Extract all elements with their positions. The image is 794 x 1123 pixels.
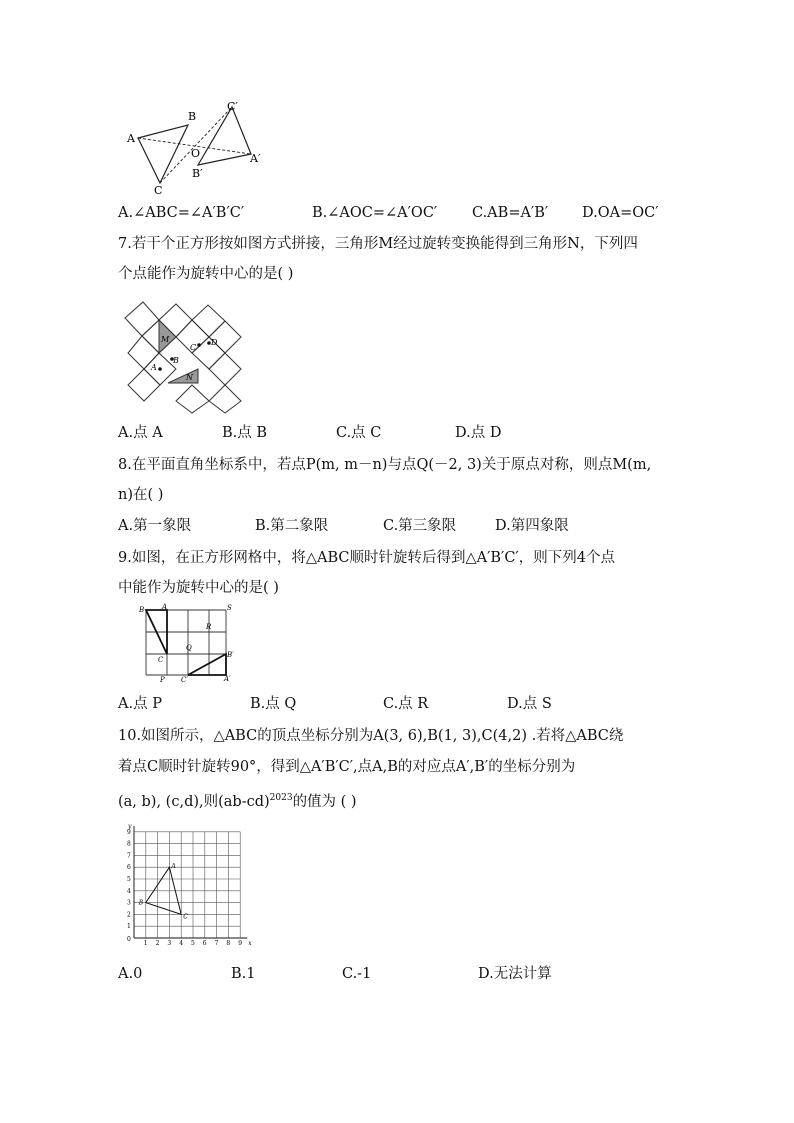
y-tick-label: 3 [127, 899, 131, 907]
q10-coordinate-figure [120, 822, 250, 947]
q10-text-line3-post: 的值为 ( ) [292, 793, 357, 810]
origin-label: 0 [127, 936, 131, 943]
point-c [197, 343, 201, 347]
q10-text-line3-pre: (a, b), (c,d),则(ab-cd) [118, 793, 270, 810]
label-o: O [191, 147, 201, 160]
y-tick-label: 5 [127, 876, 131, 883]
point-a [158, 367, 162, 371]
q7-option-d: D.点 D [455, 425, 502, 441]
x-tick-label: 4 [179, 940, 184, 947]
x-tick-label: 2 [155, 940, 160, 947]
q6-option-d: D.OA=OC′ [582, 205, 659, 221]
label-cp: C′ [181, 676, 188, 684]
q9-option-b: B.点 Q [250, 696, 297, 712]
label-a: A [162, 603, 168, 611]
label-a: A [171, 863, 176, 871]
q8-text-line1: 8.在平面直角坐标系中，若点P(m, m－n)与点Q(－2, 3)关于原点对称，则点M(m, [118, 457, 652, 473]
label-cp: C′ [227, 100, 238, 113]
x-tick-label: 5 [191, 940, 195, 947]
q8-option-c: C.第三象限 [383, 518, 457, 534]
label-b: B [188, 110, 197, 123]
x-tick-label: 1 [143, 940, 148, 947]
q10-option-d: D.无法计算 [478, 966, 552, 982]
label-b: B [138, 899, 144, 907]
q10-exponent: 2023 [269, 793, 293, 803]
triangle-n [168, 369, 198, 383]
q7-option-a: A.点 A [118, 425, 163, 441]
y-tick-label: 4 [127, 887, 131, 895]
triangle-abc-prime [188, 654, 226, 675]
q8-option-b: B.第二象限 [255, 518, 329, 534]
label-a: A [127, 132, 135, 145]
q9-option-c: C.点 R [383, 696, 429, 712]
x-tick-label: 7 [214, 940, 219, 947]
q9-option-a: A.点 P [118, 696, 162, 712]
label-p: P [160, 676, 165, 684]
q10-text-line1: 10.如图所示，△ABC的顶点坐标分别为A(3, 6),B(1, 3),C(4,2) .若将△ABC绕 [118, 728, 624, 744]
y-tick-label: 2 [127, 911, 131, 919]
label-ap: A′ [224, 675, 231, 683]
x-tick-label: 9 [238, 940, 243, 947]
label-ap: A′ [250, 152, 261, 165]
q6-option-a: A.∠ABC=∠A′B′C′ [118, 205, 245, 221]
triangle-abc-prime [198, 107, 251, 165]
x-tick-label: 3 [167, 940, 172, 947]
q10-text-line2: 着点C顺时针旋转90°，得到△A′B′C′,点A,B的对应点A′,B′的坐标分别为 [118, 759, 576, 775]
x-tick-label: 8 [226, 940, 231, 947]
label-bp: B′ [192, 167, 203, 180]
label-q: Q [186, 644, 192, 652]
y-tick-label: 6 [127, 864, 131, 872]
q10-option-b: B.1 [231, 966, 256, 982]
q7-text-line1: 7.若干个正方形按如图方式拼接，三角形M经过旋转变换能得到三角形N，下列四 [118, 236, 638, 252]
q6-figure [118, 95, 278, 200]
q10-text-line3 [118, 788, 357, 812]
q9-figure [136, 604, 240, 682]
label-y: y [128, 822, 132, 830]
q10-option-a: A.0 [118, 966, 143, 982]
y-tick-label: 1 [127, 923, 131, 931]
label-b: B [139, 606, 145, 614]
label-d: D [211, 338, 218, 347]
q7-figure [120, 297, 250, 415]
triangle-abc [138, 125, 188, 183]
axis-ticks [127, 829, 242, 947]
label-s: S [227, 604, 232, 612]
q8-option-a: A.第一象限 [118, 518, 192, 534]
q10-option-c: C.-1 [342, 966, 372, 982]
q8-option-d: D.第四象限 [495, 518, 569, 534]
q6-option-b: B.∠AOC=∠A′OC′ [312, 205, 438, 221]
q7-option-b: B.点 B [222, 425, 268, 441]
label-x: x [248, 940, 252, 947]
q6-option-c: C.AB=A′B′ [472, 205, 549, 221]
q7-text-line2: 个点能作为旋转中心的是( ) [118, 266, 294, 282]
y-tick-label: 9 [127, 828, 131, 836]
q8-text-line2: n)在( ) [118, 487, 164, 503]
q7-option-c: C.点 C [336, 425, 382, 441]
label-c: C [183, 913, 188, 921]
q9-text-line1: 9.如图，在正方形网格中，将△ABC顺时针旋转后得到△A′B′C′，则下列4个点 [118, 550, 615, 566]
coordinate-grid [134, 826, 247, 938]
label-c: C [158, 656, 164, 664]
label-c: C [190, 343, 197, 352]
label-c: C [154, 184, 163, 197]
label-bp: B′ [227, 651, 234, 659]
x-tick-label: 6 [202, 940, 207, 947]
q9-option-d: D.点 S [507, 696, 552, 712]
y-tick-label: 7 [127, 852, 131, 860]
label-m: M [161, 335, 170, 344]
label-a: A [151, 363, 157, 372]
y-tick-label: 8 [127, 840, 131, 848]
q9-text-line2: 中能作为旋转中心的是( ) [118, 580, 279, 596]
label-b: B [173, 356, 179, 365]
label-r: R [206, 623, 212, 631]
label-n: N [186, 373, 193, 382]
